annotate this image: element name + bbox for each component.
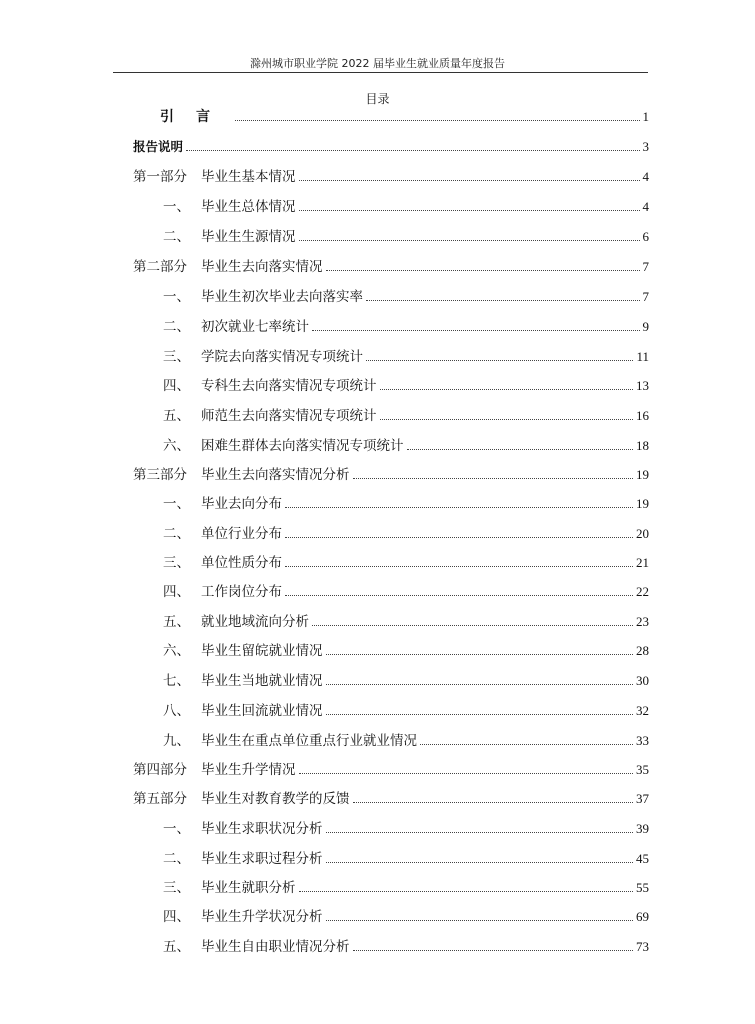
- dot-leader: [299, 890, 634, 892]
- toc-entry-page: 6: [642, 229, 649, 244]
- dot-leader: [380, 418, 634, 420]
- dot-leader: [312, 329, 640, 331]
- toc-entry-part2[interactable]: [133, 258, 649, 276]
- toc-entry-part5[interactable]: [133, 790, 649, 808]
- toc-entry-page: 7: [642, 289, 649, 304]
- toc-entry-number: 六、: [163, 643, 190, 659]
- toc-entry-page: 7: [642, 259, 649, 274]
- toc-entry-title: 毕业生升学状况分析: [201, 909, 323, 925]
- toc-entry-part3[interactable]: [133, 466, 649, 484]
- running-header: 滁州城市职业学院 2022 届毕业生就业质量年度报告: [250, 57, 505, 70]
- toc-entry-title: 单位行业分布: [201, 526, 282, 542]
- toc-entry-title: 毕业生初次毕业去向落实率: [201, 289, 363, 305]
- toc-entry-page: 32: [636, 703, 649, 718]
- dot-leader: [366, 299, 640, 301]
- dot-leader: [299, 772, 634, 774]
- dot-leader: [235, 119, 640, 121]
- toc-entry-page: 20: [636, 526, 649, 541]
- toc-entry[interactable]: [163, 908, 649, 926]
- toc-entry-title: 毕业生回流就业情况: [201, 703, 323, 719]
- toc-entry-number: 四、: [163, 584, 190, 600]
- toc-entry-title: 师范生去向落实情况专项统计: [201, 408, 377, 424]
- toc-entry-page: 18: [636, 438, 649, 453]
- toc-entry-number: 五、: [163, 408, 190, 424]
- dot-leader: [420, 743, 633, 745]
- toc-entry-number: 一、: [163, 821, 190, 837]
- toc-entry[interactable]: [163, 672, 649, 690]
- toc-entry-page: 28: [636, 643, 649, 658]
- toc-entry-number: 二、: [163, 229, 190, 245]
- dot-leader: [299, 179, 640, 181]
- toc-entry-title: 专科生去向落实情况专项统计: [201, 378, 377, 394]
- toc-entry-title: 初次就业七率统计: [201, 319, 309, 335]
- toc-entry-number: 九、: [163, 733, 190, 749]
- toc-entry-page: 33: [636, 733, 649, 748]
- toc-entry[interactable]: [163, 198, 649, 216]
- toc-entry[interactable]: [163, 437, 649, 455]
- toc-entry-part1[interactable]: [133, 168, 649, 186]
- toc-entry-number: 六、: [163, 438, 190, 454]
- toc-entry-number: 八、: [163, 703, 190, 719]
- toc-entry-title: 就业地域流向分析: [201, 614, 309, 630]
- toc-entry-title: 毕业生求职状况分析: [201, 821, 323, 837]
- toc-entry-number: 一、: [163, 289, 190, 305]
- toc-entry-title: 毕业生当地就业情况: [201, 673, 323, 689]
- toc-entry-number: 三、: [163, 880, 190, 896]
- toc-entry[interactable]: [163, 879, 649, 897]
- toc-entry-title: 毕业生求职过程分析: [201, 851, 323, 867]
- toc-entry-page: 11: [636, 349, 649, 364]
- toc-entry-title: 毕业生去向落实情况: [201, 259, 323, 275]
- toc-entry[interactable]: [163, 318, 649, 336]
- toc-entry[interactable]: [163, 348, 649, 366]
- toc-entry-page: 21: [636, 555, 649, 570]
- toc-entry-number: 第三部分: [133, 467, 187, 483]
- toc-heading: 目录: [365, 92, 390, 106]
- toc-entry[interactable]: [163, 642, 649, 660]
- toc-entry-title: 工作岗位分布: [201, 584, 282, 600]
- dot-leader: [380, 388, 634, 390]
- toc-entry-title: 毕业生基本情况: [201, 169, 296, 185]
- toc-entry-title: 毕业生对教育教学的反馈: [201, 791, 350, 807]
- toc-entry-page: 69: [636, 909, 649, 924]
- toc-entry-title: 毕业生自由职业情况分析: [201, 939, 350, 955]
- dot-leader: [326, 919, 634, 921]
- toc-entry-part4[interactable]: [133, 761, 649, 779]
- toc-entry-number: 一、: [163, 199, 190, 215]
- toc-entry-page: 22: [636, 584, 649, 599]
- toc-entry-number: 一、: [163, 496, 190, 512]
- toc-entry-title: 毕业生升学情况: [201, 762, 296, 778]
- toc-entry-title: 毕业生就职分析: [201, 880, 296, 896]
- toc-entry-title: 报告说明: [133, 139, 184, 154]
- toc-entry[interactable]: [163, 495, 649, 513]
- dot-leader: [407, 448, 634, 450]
- toc-entry-number: 二、: [163, 319, 190, 335]
- toc-entry-number: 五、: [163, 614, 190, 630]
- toc-entry-page: 73: [636, 939, 649, 954]
- dot-leader: [312, 624, 633, 626]
- toc-entry-title: 毕业去向分布: [201, 496, 282, 512]
- toc-entry-number: 三、: [163, 555, 190, 571]
- toc-entry-intro[interactable]: [160, 108, 649, 126]
- toc-entry-page: 4: [642, 199, 649, 214]
- toc-entry-page: 13: [636, 378, 649, 393]
- toc-entry-number: 第二部分: [133, 259, 187, 275]
- toc-entry-number: 三、: [163, 349, 190, 365]
- toc-entry-page: 23: [636, 614, 649, 629]
- dot-leader: [285, 536, 633, 538]
- toc-entry-number: 第四部分: [133, 762, 187, 778]
- dot-leader: [285, 594, 633, 596]
- toc-entry-title: 学院去向落实情况专项统计: [201, 349, 363, 365]
- toc-entry-title: 毕业生在重点单位重点行业就业情况: [201, 733, 417, 749]
- toc-entry-number: 四、: [163, 378, 190, 394]
- toc-entry-title: 毕业生去向落实情况分析: [201, 467, 350, 483]
- toc-entry[interactable]: [163, 613, 649, 631]
- toc-entry[interactable]: [163, 288, 649, 306]
- toc-entry[interactable]: [163, 850, 649, 868]
- toc-entry[interactable]: [163, 820, 649, 838]
- toc-entry-page: 4: [642, 169, 649, 184]
- dot-leader: [353, 477, 634, 479]
- toc-entry-page: 37: [636, 791, 649, 806]
- toc-entry[interactable]: [163, 525, 649, 543]
- toc-entry-number: 二、: [163, 526, 190, 542]
- toc-entry-number: 二、: [163, 851, 190, 867]
- toc-entry-title: 引言: [160, 109, 232, 125]
- dot-leader: [353, 801, 634, 803]
- toc-entry-page: 3: [642, 139, 649, 154]
- dot-leader: [353, 949, 634, 951]
- toc-entry-page: 19: [636, 496, 649, 511]
- toc-entry[interactable]: [163, 228, 649, 246]
- dot-leader: [326, 861, 634, 863]
- toc-entry-title: 困难生群体去向落实情况专项统计: [201, 438, 404, 454]
- dot-leader: [326, 269, 640, 271]
- dot-leader: [299, 209, 640, 211]
- toc-entry-number: 第五部分: [133, 791, 187, 807]
- dot-leader: [326, 831, 634, 833]
- dot-leader: [285, 506, 633, 508]
- toc-entry-page: 35: [636, 762, 649, 777]
- dot-leader: [326, 653, 634, 655]
- toc-entry-page: 39: [636, 821, 649, 836]
- toc-entry-page: 9: [642, 319, 649, 334]
- toc-entry[interactable]: [163, 583, 649, 601]
- dot-leader: [285, 565, 633, 567]
- dot-leader: [326, 683, 634, 685]
- dot-leader: [366, 359, 633, 361]
- toc-entry[interactable]: [163, 407, 649, 425]
- dot-leader: [326, 713, 634, 715]
- toc-entry-page: 30: [636, 673, 649, 688]
- toc-entry-title: 毕业生总体情况: [201, 199, 296, 215]
- dot-leader: [186, 149, 639, 151]
- toc-entry[interactable]: [163, 702, 649, 720]
- toc-entry-page: 55: [636, 880, 649, 895]
- toc-entry-title: 单位性质分布: [201, 555, 282, 571]
- toc-entry-title: 毕业生生源情况: [201, 229, 296, 245]
- toc-entry[interactable]: [163, 554, 649, 572]
- toc-entry[interactable]: [163, 938, 649, 956]
- toc-entry[interactable]: [163, 732, 649, 750]
- toc-entry-page: 1: [642, 109, 649, 124]
- toc-entry-report-notes[interactable]: [133, 138, 649, 156]
- toc-entry-number: 第一部分: [133, 169, 187, 185]
- toc-entry-number: 五、: [163, 939, 190, 955]
- toc-entry-page: 19: [636, 467, 649, 482]
- toc-entry-title: 毕业生留皖就业情况: [201, 643, 323, 659]
- toc-entry-page: 45: [636, 851, 649, 866]
- toc-entry[interactable]: [163, 377, 649, 395]
- toc-entry-page: 16: [636, 408, 649, 423]
- toc-entry-number: 七、: [163, 673, 190, 689]
- dot-leader: [299, 239, 640, 241]
- toc-entry-number: 四、: [163, 909, 190, 925]
